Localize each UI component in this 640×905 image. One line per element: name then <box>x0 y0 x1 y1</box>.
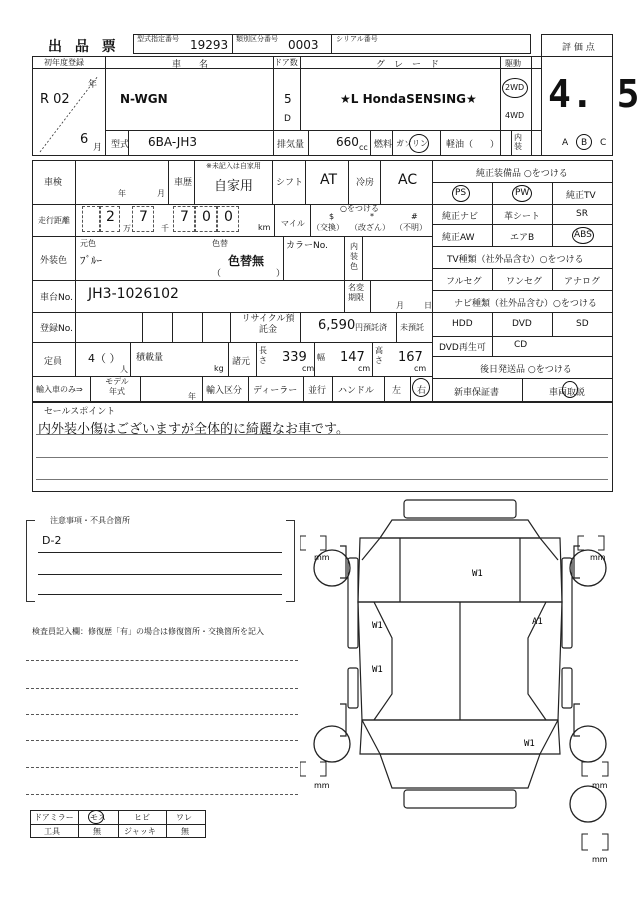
height-value: 167 <box>398 350 423 365</box>
capacity-label: 定員 <box>44 357 63 367</box>
interior-a: A <box>562 138 569 148</box>
mark-w1-right: W1 <box>524 739 535 749</box>
grade-label: グ レ ー ド <box>376 60 440 70</box>
tools-value: 無 <box>93 827 101 836</box>
width-label: 幅 <box>317 353 325 362</box>
man-unit: 万 <box>123 224 131 233</box>
height-unit: cm <box>414 364 427 373</box>
tv-analog: アナログ <box>564 277 601 287</box>
tv-one-seg: ワンセグ <box>506 277 543 287</box>
length-label: 長さ <box>259 346 267 365</box>
dealer-label: ディーラー <box>253 386 298 396</box>
notes-bracket-right <box>286 520 295 602</box>
mm-tl: mm <box>314 553 330 562</box>
door-mirror-value: モス <box>90 813 106 822</box>
equip-pw: PW <box>515 188 530 198</box>
mileage-digit-2: 7 <box>139 209 148 225</box>
original-color: ﾌﾞﾙｰ <box>80 254 102 267</box>
repaint-value: 色替無 <box>228 254 265 268</box>
grade-point-value: 4. 5 <box>548 72 640 116</box>
import-label: 輸入車のみ⇒ <box>36 385 83 394</box>
jack-value: 無 <box>181 827 189 836</box>
registration-no-label: 登録No. <box>40 324 73 334</box>
width-value: 147 <box>340 350 365 365</box>
star-sub: （改ざん） <box>350 223 390 232</box>
height-label: 高さ <box>375 346 383 365</box>
later-label: 後日発送品 ○をつける <box>480 365 572 375</box>
category-label: 類別区分番号 <box>236 35 278 43</box>
mark-w1-left-b: W1 <box>372 665 383 675</box>
dollar-label: $ <box>329 212 335 221</box>
mm-tr: mm <box>590 553 606 562</box>
handle-label: ハンドル <box>338 386 375 396</box>
grade-point-label: 評 価 点 <box>562 43 595 53</box>
mirror-circle <box>88 810 104 824</box>
broken-label: ワレ <box>176 813 192 822</box>
mm-br: mm <box>592 781 608 790</box>
name-change-label: 名変期限 <box>348 283 364 302</box>
right-label: 右 <box>417 386 427 396</box>
doors-sub: D <box>284 114 291 124</box>
crack-label: ヒビ <box>134 813 150 822</box>
right-circle <box>412 378 430 397</box>
original-color-label: 元色 <box>80 239 96 248</box>
drive-label: 駆動 <box>505 59 521 68</box>
fuel-label: 燃料 <box>374 140 393 150</box>
year-unit: 年 <box>88 80 98 90</box>
shift-value: AT <box>320 172 338 188</box>
length-value: 339 <box>282 350 307 365</box>
mileage-digit-4: 0 <box>202 209 211 225</box>
first-reg-slash <box>32 68 105 156</box>
hash-label: # <box>411 212 418 221</box>
equip-warranty: 新車保証書 <box>454 388 500 398</box>
inspection-month-unit: 月 <box>157 189 165 198</box>
interior-c: C <box>600 138 607 148</box>
kg-unit: kg <box>214 364 224 373</box>
chassis-no: JH3-1026102 <box>88 286 179 302</box>
model-year-unit: 年 <box>188 392 196 401</box>
manual-circle <box>562 381 578 398</box>
star-label: * <box>370 212 374 221</box>
exterior-color-label: 外装色 <box>40 256 68 266</box>
history-note: ※未記入は自家用 <box>206 162 261 170</box>
sheet-title: 出 品 票 <box>48 39 120 55</box>
mark-w1-left-a: W1 <box>372 621 383 631</box>
inspection-year-unit: 年 <box>118 189 126 198</box>
pw-circle <box>512 185 532 202</box>
equip-ps: PS <box>455 188 467 198</box>
month-unit: 月 <box>93 143 103 153</box>
hash-sub: （不明） <box>395 223 427 232</box>
repaint-open: （ <box>212 269 222 279</box>
sales-point-label: セールスポイント <box>44 407 116 417</box>
recycle-label: リサイクル預託金 <box>241 314 295 335</box>
first-reg-year: R 02 <box>40 92 70 107</box>
mark-w1-top: W1 <box>472 569 483 579</box>
notes-value: D-2 <box>42 534 62 547</box>
mileage-digit-1: 2 <box>106 209 115 225</box>
sales-point-text: 内外装小傷はございますが全体的に綺麗なお車です。 <box>38 422 349 437</box>
door-mirror-label: ドアミラー <box>34 813 74 822</box>
inspection-label: 車検 <box>44 178 63 188</box>
equip-leather: 革シート <box>504 212 541 222</box>
serial-label: シリアル番号 <box>336 35 378 43</box>
equip-genuine-aw: 純正AW <box>442 233 475 243</box>
mile-label: マイル <box>281 219 305 228</box>
dollar-sub: （交換） <box>312 223 344 232</box>
tv-type-label: TV種類（社外品含む）○をつける <box>447 255 584 265</box>
model-year-label: モデル年式 <box>105 377 129 396</box>
equip-cd: CD <box>514 340 528 350</box>
navi-hdd: HDD <box>452 319 473 329</box>
type-label: 型式 <box>111 140 130 150</box>
repaint-close: ） <box>276 269 286 279</box>
mileage-label: 走行距離 <box>38 216 70 225</box>
km-unit: km <box>258 223 271 232</box>
mileage-digit-5: 0 <box>224 209 233 225</box>
left-label: 左 <box>392 386 402 396</box>
car-name-label: 車 名 <box>172 60 209 70</box>
ac-value: AC <box>398 172 418 188</box>
capacity-unit: 人 <box>120 365 128 374</box>
mm-spare: mm <box>592 855 608 864</box>
equip-manual: 車両取説 <box>549 388 586 398</box>
recycle-unit: 円預託済 <box>355 323 387 332</box>
displacement-value: 660 <box>336 135 359 149</box>
first-reg-label: 初年度登録 <box>44 58 84 67</box>
mileage-digit-3: 7 <box>180 209 189 225</box>
ps-circle <box>452 185 470 202</box>
history-value: 自家用 <box>214 179 254 194</box>
type-value: 6BA-JH3 <box>148 135 198 149</box>
capacity-value: 4（ ） <box>88 352 121 365</box>
length-unit: cm <box>302 364 315 373</box>
model-approval-no: 19293 <box>190 38 229 52</box>
equip-abs: ABS <box>574 230 592 240</box>
chassis-label: 車台No. <box>40 293 73 303</box>
ac-label: 冷房 <box>356 178 375 188</box>
interior-b-circle <box>576 134 592 150</box>
car-diagram <box>300 498 620 898</box>
grade-value: ★L HondaSENSING★ <box>340 92 477 106</box>
mm-bl: mm <box>314 781 330 790</box>
name-change-day: 日 <box>424 301 432 310</box>
history-label: 車歴 <box>174 178 193 188</box>
tv-full-seg: フルセグ <box>446 277 482 287</box>
cc-unit: cc <box>359 143 368 152</box>
navi-sd: SD <box>576 319 589 329</box>
notes-label: 注意事項・不具合箇所 <box>50 516 130 525</box>
displacement-label: 排気量 <box>277 140 305 150</box>
equip-sr: SR <box>576 209 588 219</box>
abs-circle <box>572 227 594 244</box>
doors-value: 5 <box>284 92 292 106</box>
sen-unit: 千 <box>161 224 169 233</box>
tools-label: 工具 <box>44 827 60 836</box>
jack-label: ジャッキ <box>124 827 156 836</box>
car-name: N-WGN <box>120 92 168 106</box>
fuel-value: ガソリン <box>396 139 428 148</box>
attach-label: ○をつける <box>340 204 379 213</box>
notes-bracket-left <box>26 520 35 602</box>
doors-label: ドア数 <box>274 58 298 67</box>
model-approval-label: 型式指定番号 <box>137 35 179 43</box>
interior-label: 内装 <box>514 133 522 151</box>
light-oil-label: 軽油（ <box>446 140 474 150</box>
inspector-label: 検査員記入欄：修復歴「有」の場合は修復箇所・交換箇所を記入 <box>32 627 264 636</box>
first-reg-month: 6 <box>80 132 89 147</box>
navi-dvd: DVD <box>512 319 532 329</box>
navi-type-label: ナビ種類（社外品含む）○をつける <box>454 299 597 309</box>
equip-genuine-tv: 純正TV <box>566 191 596 201</box>
dimensions-label: 諸元 <box>232 357 251 367</box>
repaint-label: 色替 <box>212 239 228 248</box>
name-change-month: 月 <box>396 301 404 310</box>
recycle-unpaid: 未預託 <box>400 323 424 332</box>
drive-4wd: 4WD <box>505 111 525 120</box>
color-no-label: カラーNo. <box>286 241 328 251</box>
category-no: 0003 <box>288 38 319 52</box>
parallel-label: 並行 <box>308 386 327 396</box>
equip-airbag: エアB <box>510 233 535 243</box>
width-unit: cm <box>358 364 371 373</box>
fuel-circle <box>409 134 429 153</box>
interior-color-label: 内装色 <box>350 242 358 271</box>
import-type-label: 輸入区分 <box>206 386 243 396</box>
mileage-box-empty <box>82 206 100 232</box>
interior-b: B <box>581 138 588 148</box>
dvd-play: DVD再生可 <box>439 343 486 353</box>
shift-label: シフト <box>276 178 304 188</box>
light-oil-close: ） <box>490 140 500 150</box>
recycle-amount: 6,590 <box>318 318 356 333</box>
drive-2wd: 2WD <box>505 83 525 92</box>
genuine-label: 純正装備品 ○をつける <box>476 169 568 179</box>
load-label: 積載量 <box>136 353 164 363</box>
mark-a1-right: A1 <box>532 617 543 627</box>
equip-genuine-navi: 純正ナビ <box>442 212 479 222</box>
